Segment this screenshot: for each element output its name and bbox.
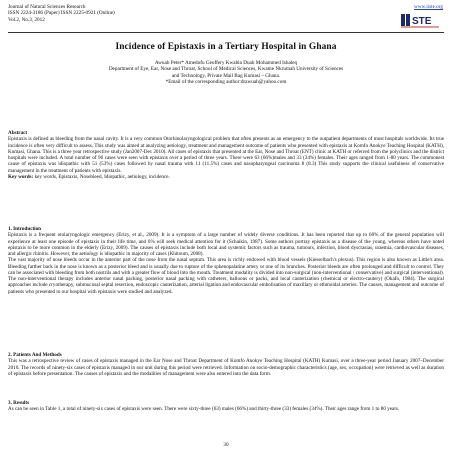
paper-title: Incidence of Epistaxis in a Tertiary Hospital in Ghana xyxy=(115,42,337,52)
abstract-section xyxy=(8,130,444,180)
abstract-heading: Abstract xyxy=(8,130,28,136)
methods-section xyxy=(8,352,444,377)
svg-text:STE: STE xyxy=(412,16,432,27)
header-rule xyxy=(8,32,444,33)
keywords-label: Key words: xyxy=(8,173,34,180)
introduction-section xyxy=(8,226,444,295)
abstract-text: Epistaxis is defined as bleeding from the nasal cavity. It is a very common Otorhinolaryngological problem that often presents as an emergency to the outpatient departments of most hospitals worldwide. Its true incidence is often very difficult to assess. This study was aimed at analyzing aetiology, treatment and management outcome of patients who presented with epistaxis at Komfo Anokye Teaching Hospital (KATH), Kumasi, Ghana. This is a three year retrospective study (Jan2007-Dec 2010). All cases of epistaxis that presented at the Ear, Nose and Throat (ENT) clinic at KATH or referred from the polyclinics and the district hospitals were included. A total number of 96 cases were seen with epistaxis over a period of three years. There were 63 (66%)males and 33 (34%) females. Their ages ranged from 1-80 years. The commonest cause of epistaxis was idiopathic with 51 (53%) cases followed by nasal trauma with 11 (11.5%) cases and nasopharyngeal carcinoma 8 (8.3) This study supports the clinical usefulness of conservative management in the treatment of patients with epistaxis. xyxy=(8,136,444,174)
introduction-paragraph-2: The vast majority of nose bleeds occur in the anterior part of the nose from the nasal septum. This area is richly endowed with blood vessels (Kiesselbach's plexus). This region is also known as Little's area. Bleeding farther back in the nose is known as a posterior bleed and is usually due to rupture of the sphenopalatine artery or one of its branches. Posterior bleeds are often prolonged and difficult to control. They can be associated with bleeding from both nostrils and with a greater flow of blood into the mouth. Treatment modality is divided into non-surgical (non-interventional / conservative) and surgical (interventional). The non-interventional therapy includes anterior nasal packing, posterior nasal packing with catheters, balloons or packs, and local cauterization (chemical or electro-cautery) (Okafo, 1984). The surgical approaches include cryotherapy, submucosal septal resection, endoscopic cauterization, arterial ligation and endovascular embolisation of maxillary or ethmoidal arteries. The causes, management and outcome of patients who presented to our hospital with epistaxis were studied and analyzed. xyxy=(8,257,444,295)
results-heading: 3. Results xyxy=(8,400,30,406)
introduction-heading: 1. Introduction xyxy=(8,226,42,232)
author-affiliation-1: Department of Eye, Ear, Nose and Throat, School of Medical Sciences, Kwame Nkrumah University of Sciences xyxy=(108,66,344,73)
keywords-text: key words, Epistaxis, Nosebleed, Idiopathic, aetiology, incidence. xyxy=(33,173,170,180)
introduction-paragraph-1: Epistaxis is a frequent otolaryngologic emergency (Erizy, et al., 2009). It is a symptom of a large number of widely diverse conditions. It has been reported that up to 60% of the general population will experience at least one episode of epistaxis in their life time, and 6% will seek medical attention for it (Schaikin, 1987). Some authors portray epistaxis as a disease of the young, whereas others have noted epistaxis to be more common in the elderly (Erizy, 2009). The causes of epistaxis include both local and systemic factors such as trauma, tumours, infection, blood dyscrasias, uraemia, cardiovascular diseases, and allergic rhinitis. However, the aetiology is idiopathic in majority of cases (Khitoum, 2008). xyxy=(8,232,444,257)
journal-url-link[interactable]: www.iiste.org xyxy=(414,4,443,10)
page-number: 30 xyxy=(223,442,229,448)
iiste-logo xyxy=(401,12,443,28)
author-affiliation-2: and Technology, Private Mail Bag Kumasi – Ghana. xyxy=(171,72,281,79)
author-email: *Email of the corresponding author:drawuah@yahoo.com xyxy=(165,79,287,86)
methods-heading: 2. Patients And Methods xyxy=(8,352,62,358)
journal-volume: Vol.2, No.3, 2012 xyxy=(8,16,45,23)
journal-header xyxy=(8,4,115,23)
journal-issn: ISSN 2224-3186 (Paper) ISSN 2225-0921 (Online) xyxy=(8,10,115,17)
results-section xyxy=(8,400,444,413)
methods-text: This was a retrospective review of cases of epistaxis managed in the Ear Nose and Throat Department of Komfo Anokye Teaching Hospital (KATH) Kumasi, over a three-year period January 2007–December 2010. The records of ninety-six cases of epistaxis managed in our unit during this period were retrieved. Information on socio-demographic characteristics (age, sex, occupation) were retrieved as well as duration of epistaxis before presentation. The causes of epistaxis and the modalities of management were also entered into the data form. xyxy=(8,358,444,377)
results-text: As can be seen in Table 1, a total of ninety-six cases of epistaxis were seen. There were sixty-three (63) males (66%) and thirty-three (33) females (34%). Their ages range from 1 to 80 years. xyxy=(8,406,400,413)
authors-block xyxy=(0,60,452,86)
author-names: Awuah Peter* Amedofu Geoffery Kwabla Duah Mohammed Ishaleq xyxy=(154,60,298,66)
journal-name: Journal of Natural Sciences Research xyxy=(8,4,86,10)
